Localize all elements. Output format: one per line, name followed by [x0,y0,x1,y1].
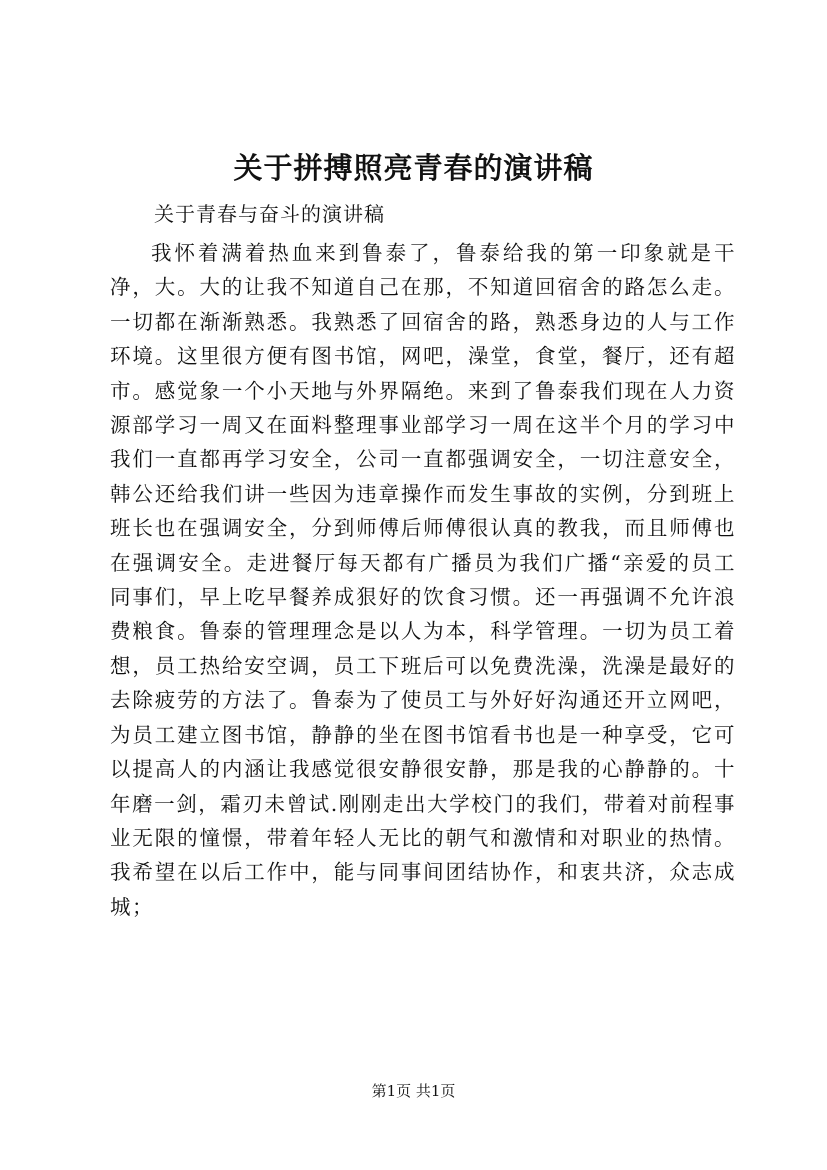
body-paragraph: 我怀着满着热血来到鲁泰了，鲁泰给我的第一印象就是干净，大。大的让我不知道自己在那，不知道回宿舍的路怎么走。一切都在渐渐熟悉。我熟悉了回宿舍的路，熟悉身边的人与工作环境。这里很方便有图书馆，网吧，澡堂，食堂，餐厅，还有超市。感觉象一个小天地与外界隔绝。来到了鲁泰我们现在人力资源部学习一周又在面料整理事业部学习一周在这半个月的学习中我们一直都再学习安全，公司一直都强调安全，一切注意安全，韩公还给我们讲一些因为违章操作而发生事故的实例，分到班上班长也在强调安全，分到师傅后师傅很认真的教我，而且师傅也在强调安全。走进餐厅每天都有广播员为我们广播“亲爱的员工同事们，早上吃早餐养成狠好的饮食习惯。还一再强调不允许浪费粮食。鲁泰的管理理念是以人为本，科学管理。一切为员工着想，员工热给安空调，员工下班后可以免费洗澡，洗澡是最好的去除疲劳的方法了。鲁泰为了使员工与外好好沟通还开立网吧，为员工建立图书馆，静静的坐在图书馆看书也是一种享受，它可以提高人的内涵让我感觉很安静很安静，那是我的心静静的。十年磨一剑，霜刃未曾试.刚刚走出大学校门的我们，带着对前程事业无限的憧憬，带着年轻人无比的朝气和激情和对职业的热情。我希望在以后工作中，能与同事间团结协作，和衷共济，众志成城； [110,241,736,919]
document-subtitle: 关于青春与奋斗的演讲稿 [154,202,385,226]
document-title: 关于拼搏照亮青春的演讲稿 [233,151,594,185]
page-footer: 第1页 共1页 [371,1082,456,1100]
